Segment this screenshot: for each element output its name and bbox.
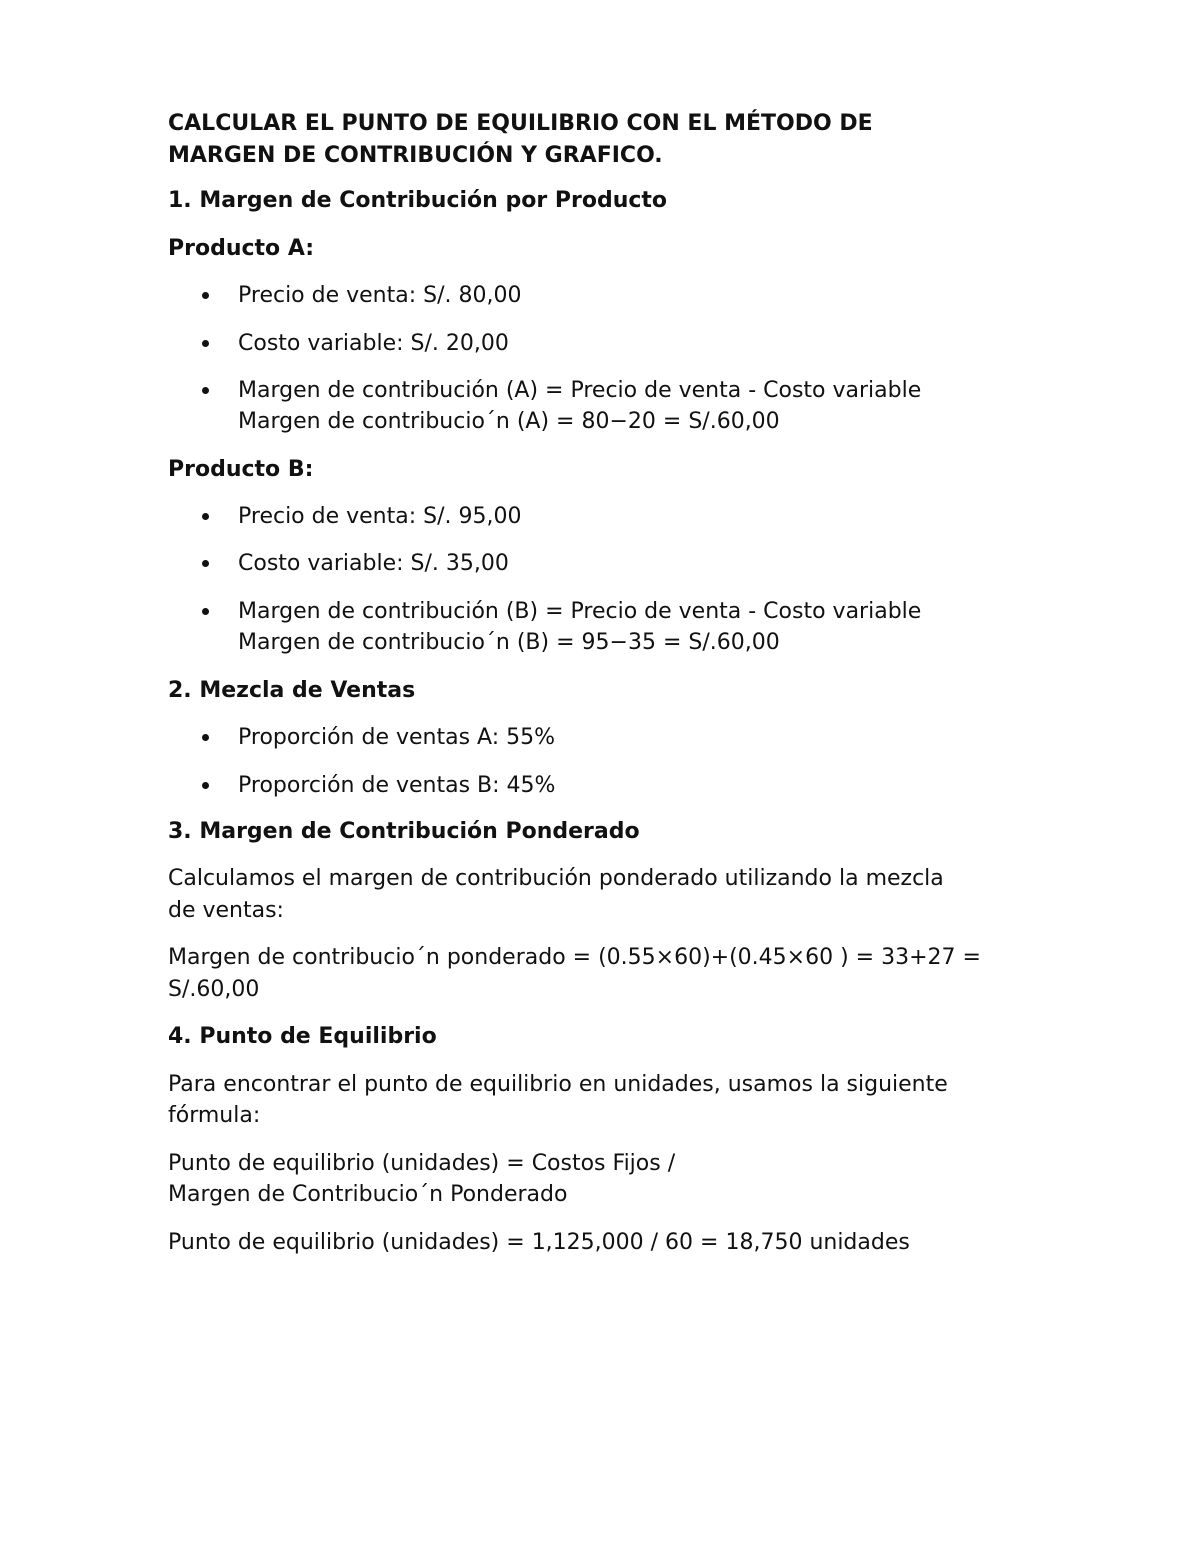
product-b-label: Producto B: xyxy=(168,457,314,482)
section-3-formula-line-1: Margen de contribucio´n ponderado = (0.55×60)+(0.45×60 ) = 33+27 = xyxy=(168,945,981,970)
product-b-margen-formula: Margen de contribución (B) = Precio de venta - Costo variable xyxy=(238,599,922,624)
section-4-heading: 4. Punto de Equilibrio xyxy=(168,1024,437,1049)
section-4-para-line-2: fórmula: xyxy=(168,1103,261,1128)
product-a-precio: Precio de venta: S/. 80,00 xyxy=(238,283,522,308)
bullet-icon xyxy=(202,387,209,394)
product-a-margen-calc: Margen de contribucio´n (A) = 80−20 = S/.60,00 xyxy=(238,409,780,434)
section-4-result: Punto de equilibrio (unidades) = 1,125,000 / 60 = 18,750 unidades xyxy=(168,1230,910,1255)
bullet-icon xyxy=(202,292,209,299)
title-line-2: MARGEN DE CONTRIBUCIÓN Y GRAFICO. xyxy=(168,143,663,168)
product-a-label: Producto A: xyxy=(168,236,315,261)
product-b-margen-calc: Margen de contribucio´n (B) = 95−35 = S/.60,00 xyxy=(238,630,780,655)
section-4-para-line-1: Para encontrar el punto de equilibrio en unidades, usamos la siguiente xyxy=(168,1072,948,1097)
product-a-margen-formula: Margen de contribución (A) = Precio de venta - Costo variable xyxy=(238,378,922,403)
bullet-icon xyxy=(202,782,209,789)
section-3-formula-line-2: S/.60,00 xyxy=(168,977,260,1002)
product-a-costo: Costo variable: S/. 20,00 xyxy=(238,331,509,356)
section-3-para-line-1: Calculamos el margen de contribución ponderado utilizando la mezcla xyxy=(168,866,944,891)
bullet-icon xyxy=(202,608,209,615)
bullet-icon xyxy=(202,734,209,741)
bullet-icon xyxy=(202,340,209,347)
product-b-costo: Costo variable: S/. 35,00 xyxy=(238,551,509,576)
section-3-heading: 3. Margen de Contribución Ponderado xyxy=(168,819,640,844)
product-b-precio: Precio de venta: S/. 95,00 xyxy=(238,504,522,529)
bullet-icon xyxy=(202,513,209,520)
section-2-heading: 2. Mezcla de Ventas xyxy=(168,678,416,703)
title-line-1: CALCULAR EL PUNTO DE EQUILIBRIO CON EL MÉTODO DE xyxy=(168,111,873,136)
proporcion-b: Proporción de ventas B: 45% xyxy=(238,773,556,798)
section-1-heading: 1. Margen de Contribución por Producto xyxy=(168,188,668,213)
section-4-formula-line-1: Punto de equilibrio (unidades) = Costos Fijos / xyxy=(168,1151,676,1176)
proporcion-a: Proporción de ventas A: 55% xyxy=(238,725,556,750)
section-4-formula-line-2: Margen de Contribucio´n Ponderado xyxy=(168,1182,568,1207)
section-3-para-line-2: de ventas: xyxy=(168,898,284,923)
bullet-icon xyxy=(202,560,209,567)
